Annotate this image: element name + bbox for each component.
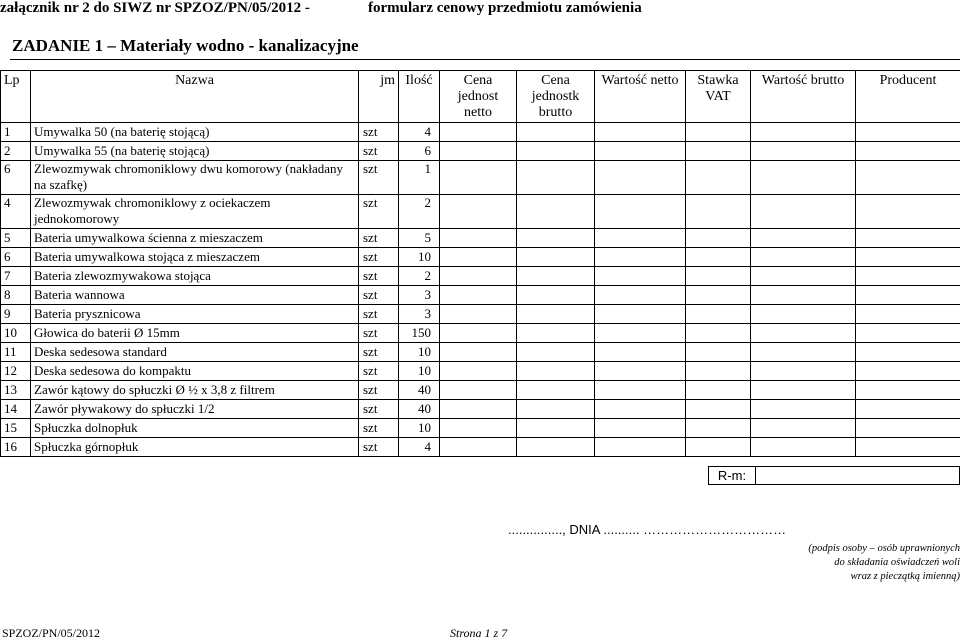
row-empty-cell (751, 362, 856, 381)
footer-page-number: Strona 1 z 7 (450, 626, 508, 640)
row-empty-cell (751, 195, 856, 229)
row-jm: szt (359, 419, 399, 438)
row-qty: 40 (399, 400, 440, 419)
row-empty-cell (517, 324, 595, 343)
row-qty: 10 (399, 419, 440, 438)
row-empty-cell (517, 305, 595, 324)
row-empty-cell (517, 400, 595, 419)
row-empty-cell (440, 438, 517, 457)
row-empty-cell (517, 362, 595, 381)
table-row (1, 305, 960, 324)
header-lp: Lp (1, 71, 31, 123)
price-table (0, 70, 960, 457)
row-jm: szt (359, 381, 399, 400)
row-name: Zlewozmywak chromoniklowy z ociekaczem jednokomorowy (31, 195, 359, 229)
row-empty-cell (595, 267, 686, 286)
signature-caption-2: do składania oświadczeń woli (834, 557, 960, 568)
row-empty-cell (686, 142, 751, 161)
row-empty-cell (517, 195, 595, 229)
row-empty-cell (440, 229, 517, 248)
price-table-body (1, 123, 960, 457)
row-empty-cell (517, 123, 595, 142)
row-empty-cell (856, 123, 960, 142)
row-jm: szt (359, 324, 399, 343)
row-empty-cell (595, 438, 686, 457)
row-empty-cell (517, 161, 595, 195)
row-empty-cell (751, 248, 856, 267)
row-jm: szt (359, 267, 399, 286)
summary-value-cell (756, 466, 960, 485)
row-empty-cell (751, 123, 856, 142)
row-empty-cell (686, 229, 751, 248)
row-empty-cell (440, 286, 517, 305)
table-row (1, 324, 960, 343)
row-name: Bateria umywalkowa stojąca z mieszaczem (31, 248, 359, 267)
row-name: Bateria prysznicowa (31, 305, 359, 324)
task-title: ZADANIE 1 – Materiały wodno - kanalizacyjne (12, 36, 359, 55)
row-empty-cell (517, 381, 595, 400)
row-empty-cell (595, 305, 686, 324)
table-row (1, 419, 960, 438)
date-signature-line: ..............., DNIA .......... …………………………… (508, 522, 787, 537)
row-empty-cell (440, 142, 517, 161)
row-empty-cell (686, 400, 751, 419)
row-empty-cell (595, 343, 686, 362)
row-empty-cell (517, 343, 595, 362)
row-lp: 12 (1, 362, 31, 381)
row-empty-cell (686, 248, 751, 267)
header-vat: Stawka VAT (686, 71, 751, 123)
row-empty-cell (440, 381, 517, 400)
header-jm: jm (359, 71, 399, 123)
row-empty-cell (751, 438, 856, 457)
table-row (1, 362, 960, 381)
row-name: Umywalka 50 (na baterię stojącą) (31, 123, 359, 142)
table-row (1, 123, 960, 142)
row-empty-cell (517, 229, 595, 248)
signature-caption-3: wraz z pieczątką imienną) (850, 571, 960, 582)
header-unit-gross: Cena jednostk brutto (517, 71, 595, 123)
row-empty-cell (856, 438, 960, 457)
row-empty-cell (751, 161, 856, 195)
row-lp: 13 (1, 381, 31, 400)
row-qty: 2 (399, 195, 440, 229)
row-lp: 4 (1, 195, 31, 229)
row-lp: 16 (1, 438, 31, 457)
table-row (1, 161, 960, 195)
row-empty-cell (751, 324, 856, 343)
header-value-net: Wartość netto (595, 71, 686, 123)
row-empty-cell (751, 267, 856, 286)
row-jm: szt (359, 438, 399, 457)
row-empty-cell (686, 324, 751, 343)
row-empty-cell (751, 142, 856, 161)
row-lp: 10 (1, 324, 31, 343)
row-empty-cell (751, 343, 856, 362)
row-empty-cell (686, 267, 751, 286)
row-empty-cell (440, 419, 517, 438)
row-jm: szt (359, 123, 399, 142)
header-attachment-label: załącznik nr 2 do SIWZ nr SPZOZ/PN/05/2012 - (0, 0, 310, 16)
row-empty-cell (751, 381, 856, 400)
row-empty-cell (686, 381, 751, 400)
row-empty-cell (751, 419, 856, 438)
row-qty: 5 (399, 229, 440, 248)
row-empty-cell (440, 195, 517, 229)
header-unit-net: Cena jednost netto (440, 71, 517, 123)
row-qty: 10 (399, 362, 440, 381)
row-empty-cell (595, 142, 686, 161)
row-empty-cell (856, 305, 960, 324)
signature-caption-1: (podpis osoby – osób uprawnionych (808, 543, 960, 554)
row-lp: 6 (1, 161, 31, 195)
header-form-title: formularz cenowy przedmiotu zamówienia (368, 0, 642, 16)
task-title-underline (10, 59, 960, 60)
row-name: Bateria zlewozmywakowa stojąca (31, 267, 359, 286)
row-empty-cell (595, 161, 686, 195)
footer-reference: SPZOZ/PN/05/2012 (2, 626, 101, 640)
row-empty-cell (856, 286, 960, 305)
row-lp: 9 (1, 305, 31, 324)
row-empty-cell (686, 305, 751, 324)
row-jm: szt (359, 142, 399, 161)
row-qty: 10 (399, 248, 440, 267)
row-name: Bateria umywalkowa ścienna z mieszaczem (31, 229, 359, 248)
row-name: Deska sedesowa standard (31, 343, 359, 362)
row-empty-cell (440, 267, 517, 286)
row-empty-cell (856, 248, 960, 267)
row-qty: 3 (399, 286, 440, 305)
row-qty: 2 (399, 267, 440, 286)
row-empty-cell (440, 324, 517, 343)
row-name: Bateria wannowa (31, 286, 359, 305)
row-qty: 40 (399, 381, 440, 400)
row-empty-cell (686, 419, 751, 438)
table-row (1, 195, 960, 229)
row-empty-cell (595, 248, 686, 267)
row-empty-cell (440, 362, 517, 381)
row-empty-cell (686, 195, 751, 229)
row-empty-cell (856, 267, 960, 286)
row-lp: 15 (1, 419, 31, 438)
row-empty-cell (440, 248, 517, 267)
row-qty: 3 (399, 305, 440, 324)
table-row (1, 381, 960, 400)
row-lp: 2 (1, 142, 31, 161)
table-row (1, 438, 960, 457)
row-name: Umywalka 55 (na baterię stojącą) (31, 142, 359, 161)
row-empty-cell (686, 438, 751, 457)
row-qty: 150 (399, 324, 440, 343)
row-empty-cell (686, 123, 751, 142)
row-empty-cell (751, 305, 856, 324)
row-jm: szt (359, 286, 399, 305)
row-lp: 6 (1, 248, 31, 267)
row-name: Deska sedesowa do kompaktu (31, 362, 359, 381)
row-qty: 6 (399, 142, 440, 161)
row-empty-cell (440, 400, 517, 419)
row-empty-cell (595, 286, 686, 305)
row-empty-cell (595, 362, 686, 381)
row-empty-cell (856, 161, 960, 195)
row-empty-cell (440, 305, 517, 324)
row-empty-cell (595, 381, 686, 400)
header-producer: Producent (856, 71, 960, 123)
table-row (1, 248, 960, 267)
row-empty-cell (751, 400, 856, 419)
row-empty-cell (686, 362, 751, 381)
row-empty-cell (595, 419, 686, 438)
row-name: Zawór pływakowy do spłuczki 1/2 (31, 400, 359, 419)
row-empty-cell (517, 286, 595, 305)
row-empty-cell (751, 229, 856, 248)
row-name: Spłuczka dolnopłuk (31, 419, 359, 438)
row-empty-cell (595, 400, 686, 419)
header-name: Nazwa (31, 71, 359, 123)
row-lp: 8 (1, 286, 31, 305)
row-lp: 5 (1, 229, 31, 248)
table-row (1, 229, 960, 248)
row-empty-cell (856, 142, 960, 161)
row-empty-cell (517, 142, 595, 161)
row-jm: szt (359, 305, 399, 324)
row-jm: szt (359, 248, 399, 267)
row-empty-cell (517, 267, 595, 286)
row-empty-cell (686, 286, 751, 305)
table-row (1, 142, 960, 161)
row-name: Zlewozmywak chromoniklowy dwu komorowy (nakładany na szafkę) (31, 161, 359, 195)
row-empty-cell (686, 343, 751, 362)
summary-label: R-m: (708, 466, 756, 485)
row-qty: 10 (399, 343, 440, 362)
row-lp: 14 (1, 400, 31, 419)
row-empty-cell (686, 161, 751, 195)
row-empty-cell (595, 229, 686, 248)
row-name: Spłuczka górnopłuk (31, 438, 359, 457)
row-jm: szt (359, 343, 399, 362)
row-empty-cell (440, 343, 517, 362)
row-empty-cell (856, 400, 960, 419)
table-row (1, 286, 960, 305)
row-jm: szt (359, 195, 399, 229)
row-empty-cell (856, 343, 960, 362)
row-empty-cell (856, 324, 960, 343)
row-name: Zawór kątowy do spłuczki Ø ½ x 3,8 z filtrem (31, 381, 359, 400)
row-empty-cell (751, 286, 856, 305)
row-empty-cell (856, 195, 960, 229)
table-row (1, 400, 960, 419)
row-lp: 11 (1, 343, 31, 362)
row-empty-cell (856, 381, 960, 400)
row-name: Głowica do baterii Ø 15mm (31, 324, 359, 343)
header-value-gross: Wartość brutto (751, 71, 856, 123)
row-empty-cell (595, 324, 686, 343)
row-qty: 1 (399, 161, 440, 195)
row-lp: 7 (1, 267, 31, 286)
row-jm: szt (359, 400, 399, 419)
row-empty-cell (517, 438, 595, 457)
row-jm: szt (359, 229, 399, 248)
row-qty: 4 (399, 438, 440, 457)
row-empty-cell (856, 229, 960, 248)
row-jm: szt (359, 362, 399, 381)
row-empty-cell (517, 419, 595, 438)
row-jm: szt (359, 161, 399, 195)
header-qty: Ilość (399, 71, 440, 123)
table-row (1, 343, 960, 362)
row-empty-cell (595, 195, 686, 229)
row-empty-cell (595, 123, 686, 142)
row-lp: 1 (1, 123, 31, 142)
table-row (1, 267, 960, 286)
row-empty-cell (440, 123, 517, 142)
row-empty-cell (856, 419, 960, 438)
row-empty-cell (856, 362, 960, 381)
row-qty: 4 (399, 123, 440, 142)
row-empty-cell (440, 161, 517, 195)
row-empty-cell (517, 248, 595, 267)
